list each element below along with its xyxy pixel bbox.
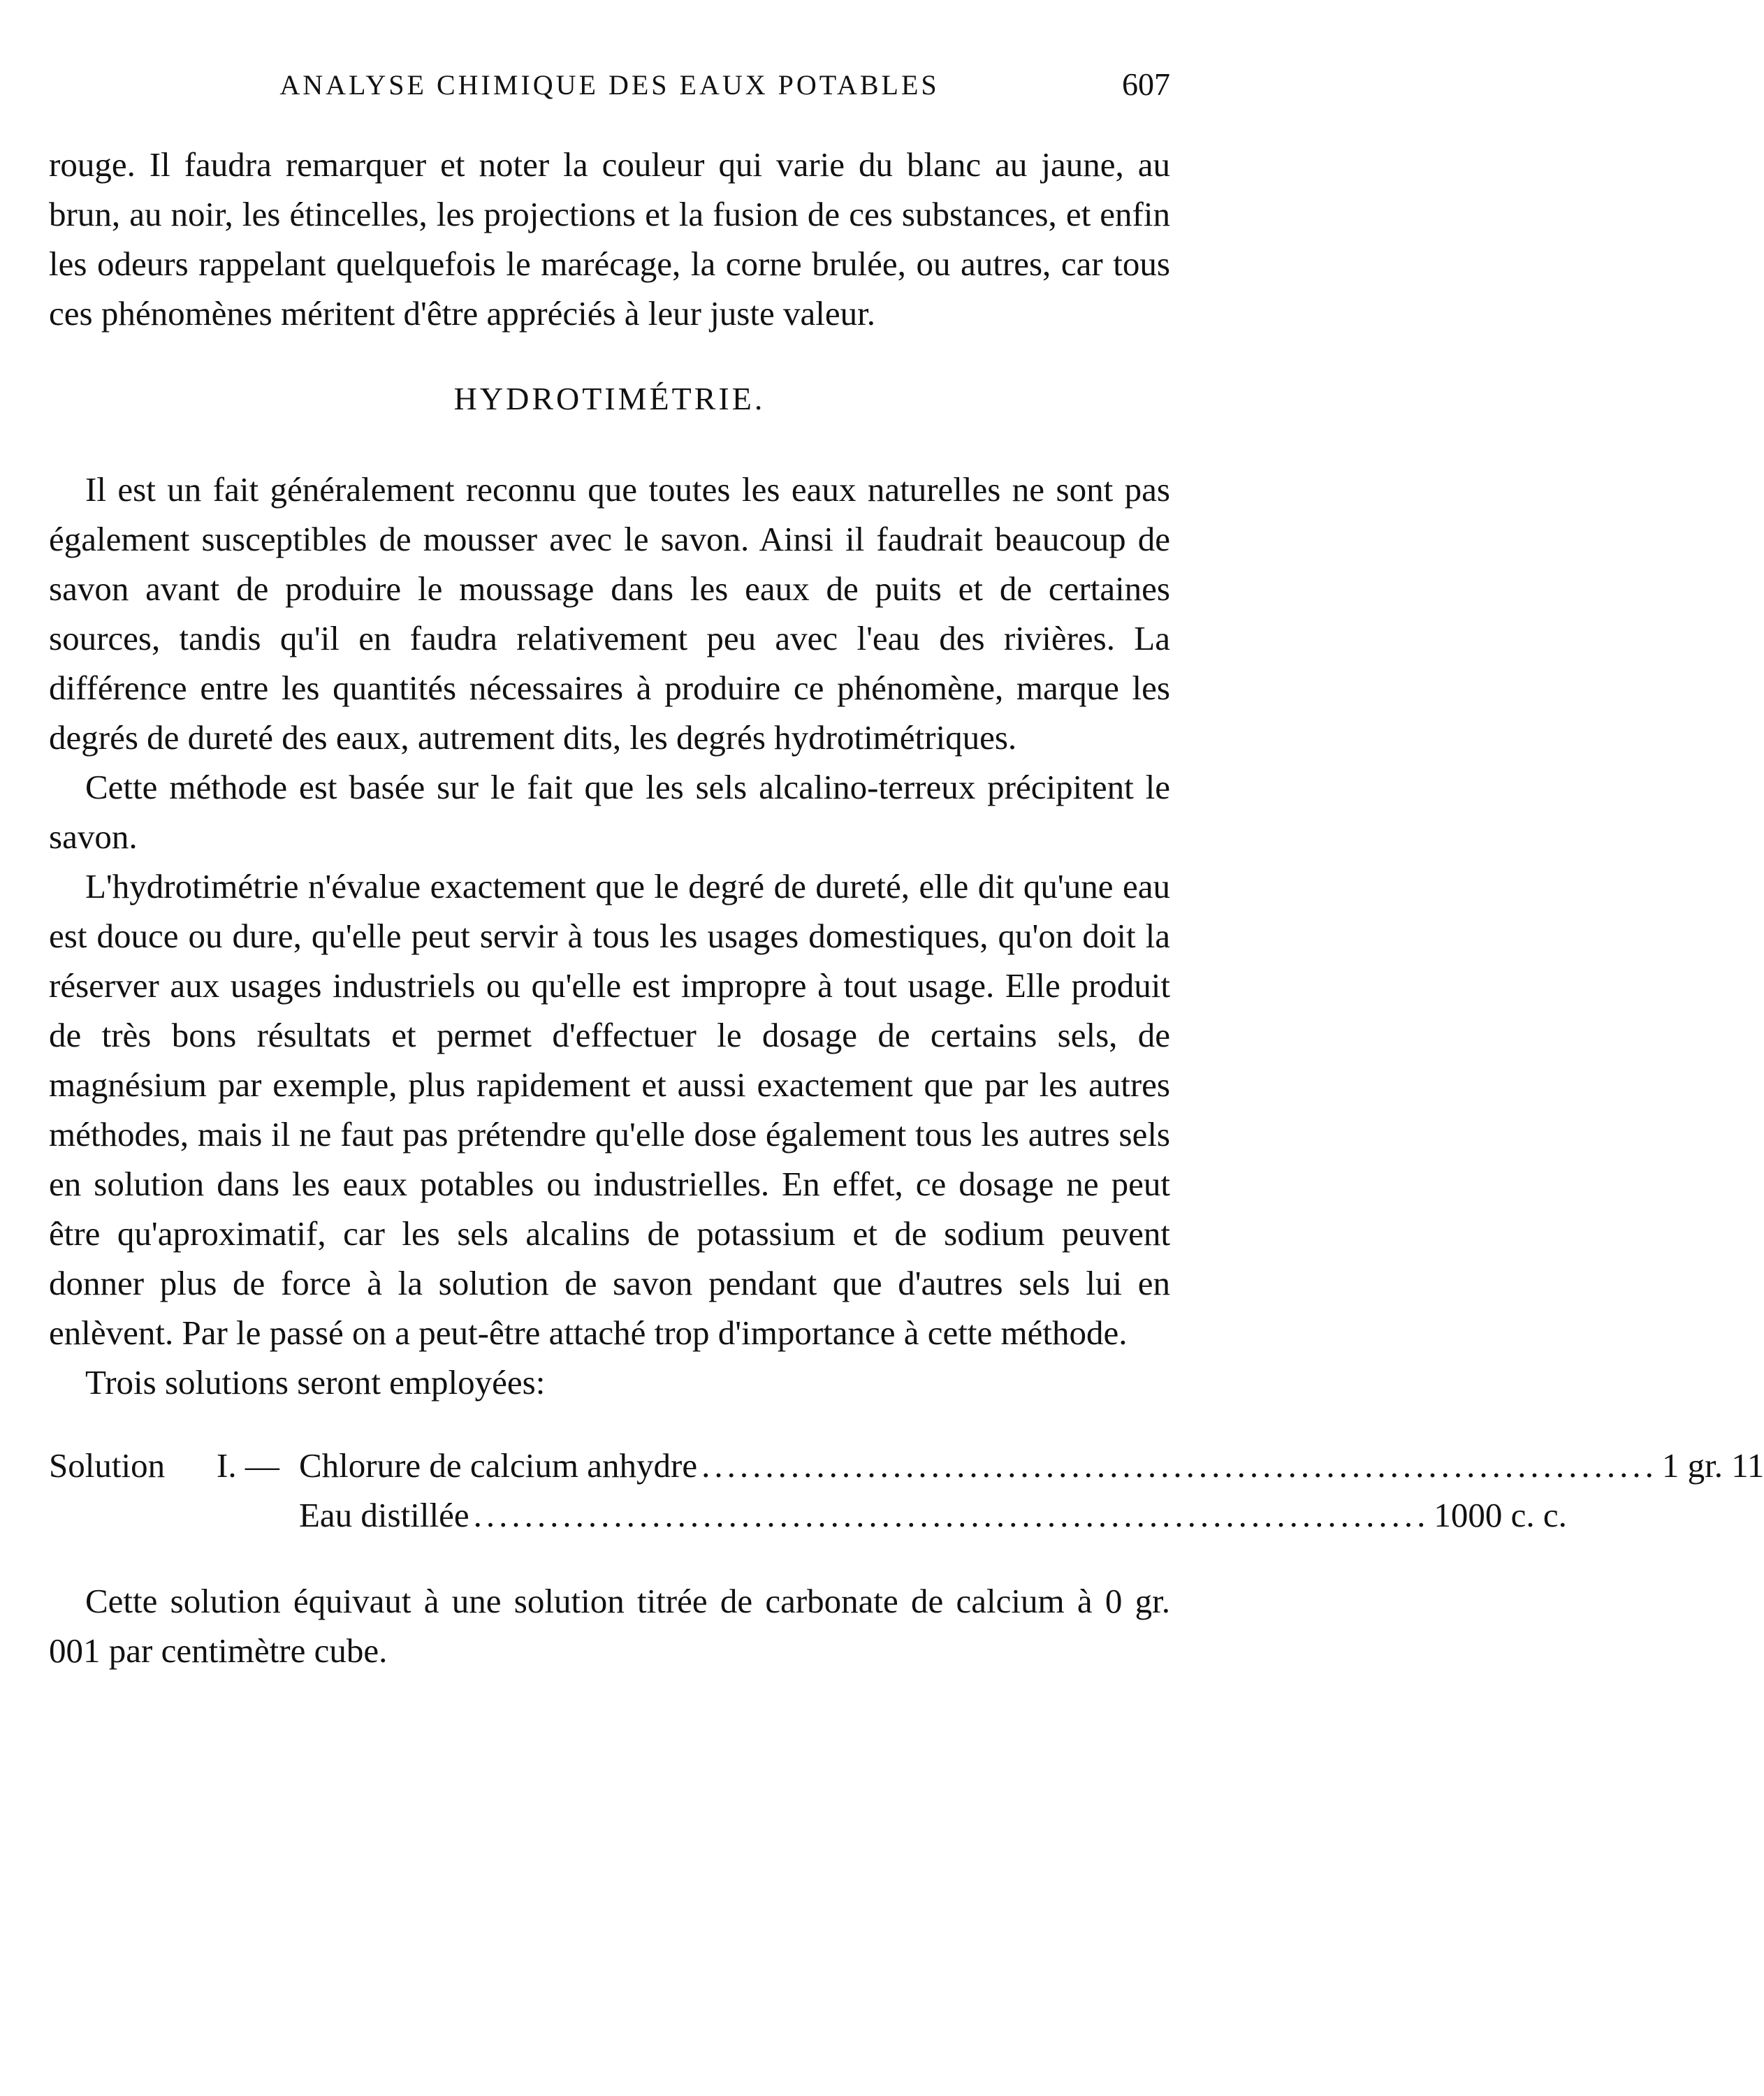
paragraph-continuation: rouge. Il faudra remarquer et noter la couleur qui varie du blanc au jaune, au brun, au noir, les étincelles, les projections et la fusion de ces substances, et enfin les odeurs rappelant quelquefois le marécage, la corne brulée, ou autres, car tous ces phénomènes méritent d'être appréciés à leur juste valeur. <box>49 145 1170 333</box>
ingredient-name: Chlorure de calcium anhydre <box>299 1446 698 1485</box>
paragraph-equivalence: Cette solution équivaut à une solution titrée de carbonate de calcium à 0 gr. 001 par centimètre cube. <box>49 1582 1170 1670</box>
solution-row-1 <box>49 1441 1764 1490</box>
paragraph-intro: Il est un fait généralement reconnu que toutes les eaux naturelles ne sont pas également susceptibles de mousser avec le savon. Ainsi il faudrait beaucoup de savon avant de produire le moussage dans les eaux de puits et de certaines sources, tandis qu'il en faudra relativement peu avec l'eau des rivières. La différence entre les quantités nécessaires à produire ce phénomène, marque les degrés de dureté des eaux, autrement dits, les degrés hydrotimétriques. <box>49 470 1170 757</box>
solution-item <box>299 1441 1764 1490</box>
running-title: ANALYSE CHIMIQUE DES EAUX POTABLES <box>279 69 940 101</box>
paragraph-hydrotimetry: L'hydrotimétrie n'évalue exactement que le degré de dureté, elle dit qu'une eau est douce ou dure, qu'elle peut servir à tous les usages domestiques, qu'on doit la réserver aux usages industriels ou qu'elle est impropre à tout usage. Elle produit de très bons résultats et permet d'effectuer le dosage de certains sels, de magnésium par exemple, plus rapidement et aussi exactement que par les autres méthodes, mais il ne faut pas prétendre qu'elle dose également tous les autres sels en solution dans les eaux potables ou industrielles. En effet, ce dosage ne peut être qu'aproximatif, car les sels alcalins de potassium et de sodium peuvent donner plus de force à la solution de savon pendant que d'autres sels lui en enlèvent. Par le passé on a peut-être attaché trop d'importance à cette méthode. <box>49 867 1170 1352</box>
section-title: HYDROTIMÉTRIE. <box>453 381 766 416</box>
paragraph-solutions-intro: Trois solutions seront employées: <box>85 1363 546 1402</box>
ingredient-quantity: 1000 c. c. <box>1434 1496 1567 1534</box>
solution-row-2 <box>49 1490 1567 1540</box>
leader-dots: ........................................................................... <box>701 1446 1658 1485</box>
solution-recipe <box>49 1441 1764 1540</box>
running-header <box>49 63 1170 119</box>
solution-label: Solution <box>49 1446 166 1485</box>
paragraph-method: Cette méthode est basée sur le fait que les sels alcalino-terreux précipitent le savon. <box>49 768 1170 856</box>
solution-number: I. — <box>217 1446 279 1485</box>
leader-dots: ........................................................................... <box>473 1496 1430 1534</box>
solution-item <box>299 1490 1567 1540</box>
page-number: 607 <box>1122 66 1170 102</box>
book-page <box>49 63 1764 1675</box>
ingredient-name: Eau distillée <box>299 1496 469 1534</box>
ingredient-quantity: 1 gr. 11 <box>1661 1446 1764 1485</box>
